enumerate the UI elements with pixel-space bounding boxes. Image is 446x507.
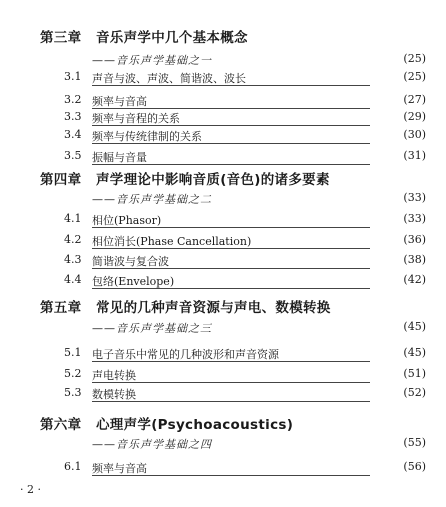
page-number: (45) xyxy=(403,320,426,333)
section-title: 相位(Phasor) xyxy=(92,214,162,227)
toc-entry[interactable] xyxy=(64,149,426,165)
section-title: 频率与音高 xyxy=(92,95,147,108)
page-number: (55) xyxy=(403,436,426,449)
section-number: 5.3 xyxy=(64,386,82,399)
leader-line xyxy=(92,108,370,109)
toc-entry[interactable] xyxy=(64,367,426,383)
page-number: (56) xyxy=(403,460,426,473)
page-number: (25) xyxy=(403,70,426,83)
chapter-subtitle-text: ——音乐声学基础之二 xyxy=(92,193,212,206)
chapter-subtitle xyxy=(92,320,426,336)
page-number: (45) xyxy=(403,346,426,359)
toc-entry[interactable] xyxy=(64,93,426,109)
section-title: 数模转换 xyxy=(92,388,136,401)
chapter-subtitle xyxy=(92,191,426,207)
section-number: 3.5 xyxy=(64,149,82,162)
page-number: (38) xyxy=(403,253,426,266)
section-title: 频率与音高 xyxy=(92,462,147,475)
chapter-number: 第五章 xyxy=(40,300,82,316)
toc-entry[interactable] xyxy=(64,273,426,289)
section-title: 声电转换 xyxy=(92,369,136,382)
leader-line xyxy=(92,268,370,269)
leader-line xyxy=(92,361,370,362)
chapter-title: 音乐声学中几个基本概念 xyxy=(96,30,248,46)
section-title: 电子音乐中常见的几种波形和声音资源 xyxy=(92,348,279,361)
toc-entry[interactable] xyxy=(64,233,426,249)
page-number: (52) xyxy=(403,386,426,399)
toc-entry[interactable] xyxy=(64,128,426,144)
leader-line xyxy=(92,248,370,249)
page-number: (42) xyxy=(403,273,426,286)
chapter-heading xyxy=(40,26,426,46)
toc-entry[interactable] xyxy=(64,346,426,362)
toc-entry[interactable] xyxy=(64,110,426,126)
section-number: 3.1 xyxy=(64,70,82,83)
section-title: 声音与波、声波、简谐波、波长 xyxy=(92,72,246,85)
chapter-number: 第三章 xyxy=(40,30,82,46)
chapter-heading xyxy=(40,168,426,188)
section-number: 4.1 xyxy=(64,212,82,225)
toc-entry[interactable] xyxy=(64,253,426,269)
chapter-title: 常见的几种声音资源与声电、数模转换 xyxy=(96,300,331,316)
section-title: 简谐波与复合波 xyxy=(92,255,169,268)
section-number: 6.1 xyxy=(64,460,82,473)
section-number: 4.2 xyxy=(64,233,82,246)
section-number: 5.1 xyxy=(64,346,82,359)
section-number: 3.2 xyxy=(64,93,82,106)
page-number: (27) xyxy=(403,93,426,106)
page-number: (29) xyxy=(403,110,426,123)
section-title: 频率与传统律制的关系 xyxy=(92,130,202,143)
chapter-subtitle xyxy=(92,52,426,68)
section-title: 包络(Envelope) xyxy=(92,275,175,288)
section-title: 相位消长(Phase Cancellation) xyxy=(92,235,252,248)
page-number: (51) xyxy=(403,367,426,380)
page-number: (30) xyxy=(403,128,426,141)
leader-line xyxy=(92,475,370,476)
chapter-title: 声学理论中影响音质(音色)的诸多要素 xyxy=(96,172,330,188)
section-title: 频率与音程的关系 xyxy=(92,112,180,125)
leader-line xyxy=(92,143,370,144)
leader-line xyxy=(92,401,370,402)
toc-entry[interactable] xyxy=(64,70,426,86)
section-number: 4.3 xyxy=(64,253,82,266)
section-title: 振幅与音量 xyxy=(92,151,147,164)
section-number: 3.3 xyxy=(64,110,82,123)
toc-entry[interactable] xyxy=(64,460,426,476)
leader-line xyxy=(92,164,370,165)
leader-line xyxy=(92,382,370,383)
page-number: (33) xyxy=(403,191,426,204)
toc-entry[interactable] xyxy=(64,212,426,228)
chapter-subtitle-text: ——音乐声学基础之一 xyxy=(92,54,212,67)
chapter-number: 第四章 xyxy=(40,172,82,188)
chapter-title: 心理声学(Psychoacoustics) xyxy=(96,417,294,433)
chapter-subtitle xyxy=(92,436,426,452)
leader-line xyxy=(92,227,370,228)
toc-entry[interactable] xyxy=(64,386,426,402)
section-number: 3.4 xyxy=(64,128,82,141)
leader-line xyxy=(92,85,370,86)
page-number: (36) xyxy=(403,233,426,246)
section-number: 4.4 xyxy=(64,273,82,286)
leader-line xyxy=(92,288,370,289)
chapter-heading xyxy=(40,296,426,316)
chapter-heading xyxy=(40,413,426,433)
page-number: (31) xyxy=(403,149,426,162)
chapter-number: 第六章 xyxy=(40,417,82,433)
chapter-subtitle-text: ——音乐声学基础之三 xyxy=(92,322,212,335)
leader-line xyxy=(92,125,370,126)
page-folio: · 2 · xyxy=(20,483,41,496)
section-number: 5.2 xyxy=(64,367,82,380)
page-number: (25) xyxy=(403,52,426,65)
chapter-subtitle-text: ——音乐声学基础之四 xyxy=(92,438,212,451)
page-number: (33) xyxy=(403,212,426,225)
